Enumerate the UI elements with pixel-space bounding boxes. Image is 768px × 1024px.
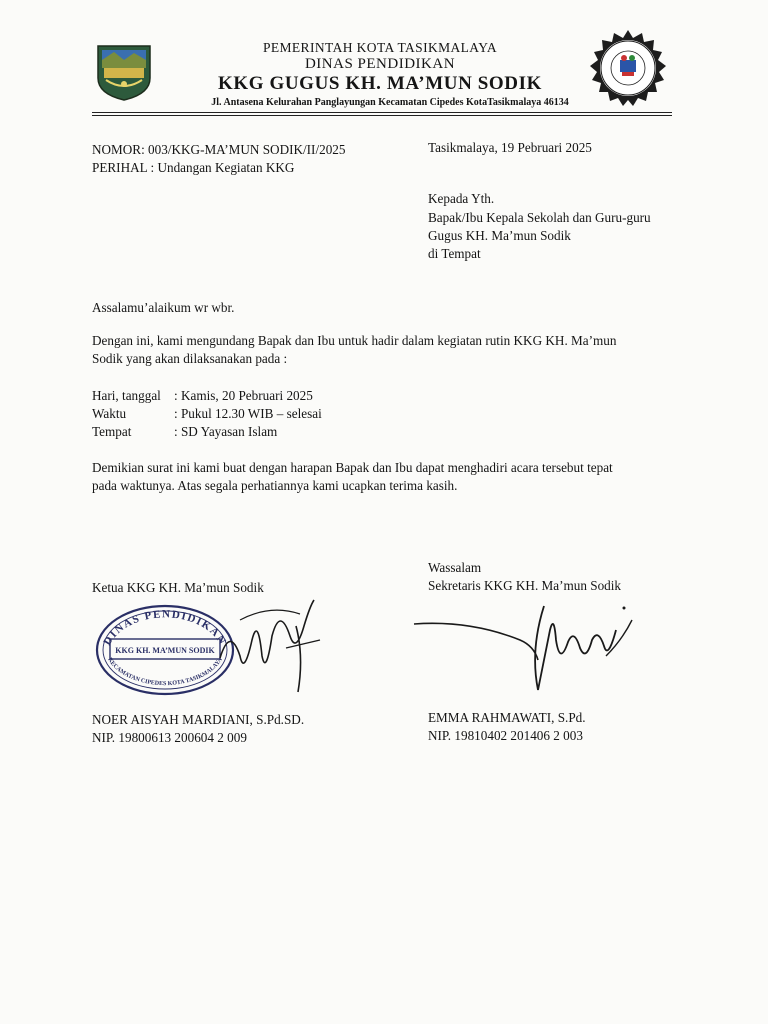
letter-number: NOMOR: 003/KKG-MA’MUN SODIK/II/2025: [92, 142, 346, 157]
detail-row: [92, 386, 313, 405]
chairperson-title: Ketua KKG KH. Ma’mun Sodik: [92, 580, 264, 595]
letterhead-organization: KKG GUGUS KH. MA’MUN SODIK: [218, 73, 542, 94]
letterhead-address: Jl. Antasena Kelurahan Panglayungan Kecamatan Cipedes KotaTasikmalaya 46134: [211, 97, 569, 108]
intro-text: Sodik yang akan dilaksanakan pada :: [92, 351, 288, 366]
regional-emblem-icon: [92, 38, 156, 102]
chairperson-signature-icon: [200, 596, 330, 696]
letter-subject: PERIHAL : Undangan Kegiatan KKG: [92, 160, 295, 175]
greeting: Assalamu’alaikum wr wbr.: [92, 300, 235, 315]
letterhead-rule: [92, 112, 672, 113]
chairperson-name: NOER AISYAH MARDIANI, S.Pd.SD.: [92, 712, 305, 727]
detail-value: : Pukul 12.30 WIB – selesai: [174, 406, 322, 421]
intro-text: Dengan ini, kami mengundang Bapak dan Ibu untuk hadir dalam kegiatan rutin KKG KH. Ma’mun: [92, 333, 617, 348]
salutation: Wassalam: [428, 560, 482, 575]
recipient-line: di Tempat: [428, 246, 481, 261]
stamp-top-text: DINAS PENDIDIKAN: [101, 608, 229, 648]
letterhead-government: PEMERINTAH KOTA TASIKMALAYA: [262, 40, 498, 55]
detail-label: Waktu: [92, 406, 127, 421]
closing-text: pada waktunya. Atas segala perhatiannya kami ucapkan terima kasih.: [92, 478, 458, 493]
recipient-line: Kepada Yth.: [428, 191, 495, 206]
chairperson-nip: NIP. 19800613 200604 2 009: [92, 730, 247, 745]
secretary-name: EMMA RAHMAWATI, S.Pd.: [428, 710, 586, 725]
recipient-line: Gugus KH. Ma’mun Sodik: [428, 228, 571, 243]
secretary-signature-icon: [410, 600, 640, 700]
detail-label: Tempat: [92, 424, 132, 439]
detail-value: : Kamis, 20 Pebruari 2025: [174, 388, 313, 403]
secretary-title: Sekretaris KKG KH. Ma’mun Sodik: [428, 578, 622, 593]
detail-row: [92, 404, 322, 423]
detail-label: Hari, tanggal: [92, 388, 161, 403]
recipient-line: Bapak/Ibu Kepala Sekolah dan Guru-guru: [428, 210, 651, 225]
detail-row: [92, 422, 277, 441]
detail-value: : SD Yayasan Islam: [174, 424, 278, 439]
stamp-center-text: KKG KH. MA’MUN SODIK: [115, 646, 215, 655]
secretary-nip: NIP. 19810402 201406 2 003: [428, 728, 583, 743]
letterhead-rule-thin: [92, 115, 672, 116]
letterhead-department: DINAS PENDIDIKAN: [304, 56, 456, 72]
stamp-bottom-text: KECAMATAN CIPEDES KOTA TASIKMALAYA: [106, 656, 224, 688]
closing-text: Demikian surat ini kami buat dengan harapan Bapak dan Ibu dapat menghadiri acara tersebut tepat: [92, 460, 613, 475]
place-date: Tasikmalaya, 19 Pebruari 2025: [428, 140, 592, 155]
